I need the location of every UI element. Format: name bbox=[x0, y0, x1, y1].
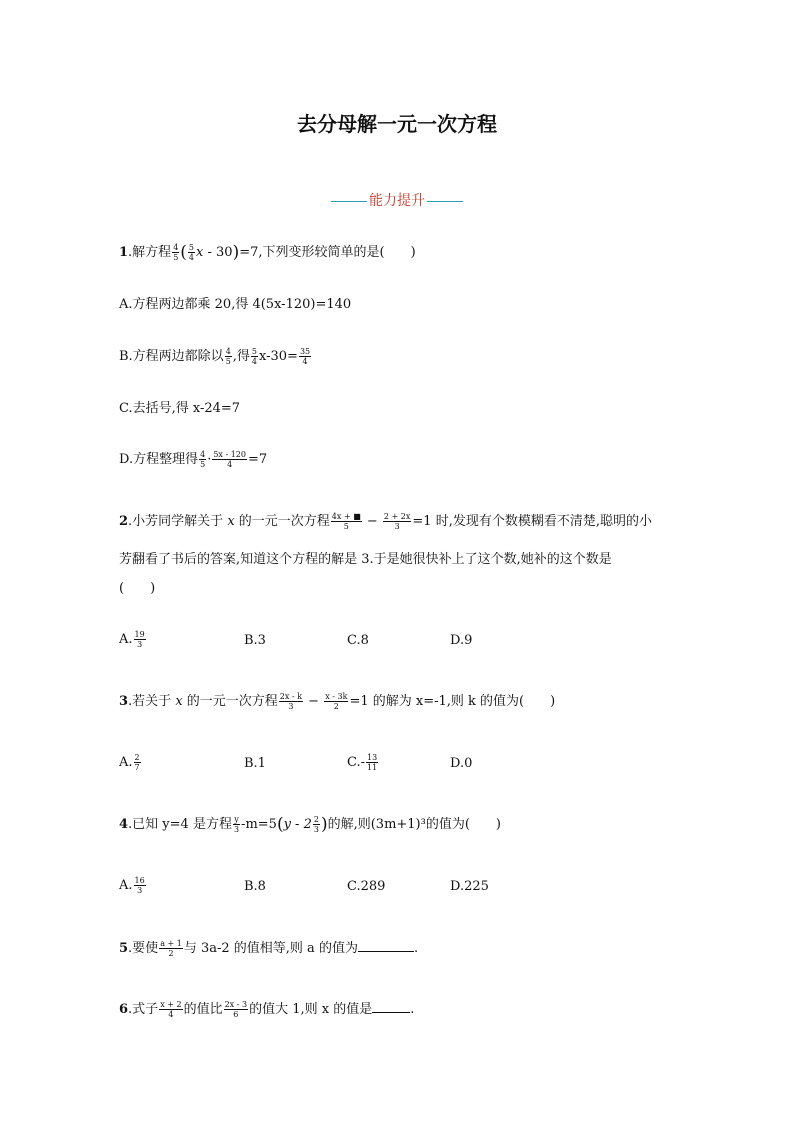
question-1-stem bbox=[119, 243, 416, 262]
question-5-stem: 5.要使 $\frac{a + 1}{2}$ 与 3a-2 的值相等,则 a 的值为 . bbox=[119, 939, 419, 958]
question-number: 3 bbox=[119, 694, 129, 709]
question-4-option-d: D.225 bbox=[450, 879, 489, 894]
fraction: $\frac{2x - k}{3}$ bbox=[279, 692, 303, 711]
question-1-option-b: B.方程两边都除以 $\frac{4}{5}$ ,得 $\frac{5}{4}$ x-30= $\frac{35}{4}$ bbox=[119, 347, 311, 366]
fraction: $\frac{y}{3}$ bbox=[233, 815, 240, 834]
question-number: 2 bbox=[119, 514, 129, 529]
question-2-answer-paren: ( ) bbox=[119, 581, 156, 596]
fraction: $\frac{5x - 120}{4}$ bbox=[213, 450, 246, 469]
question-4-option-c: C.289 bbox=[347, 879, 386, 894]
question-3-option-c: C.- $\frac{13}{11}$ bbox=[347, 753, 378, 772]
question-6-stem: 6.式子 $\frac{x + 2}{4}$ 的值比 $\frac{2x - 3}{6}$ 的值大 1,则 x 的值是 . bbox=[119, 1000, 415, 1019]
question-number: 4 bbox=[119, 817, 129, 832]
answer-blank[interactable] bbox=[358, 939, 414, 952]
heading-rule-left bbox=[331, 201, 367, 202]
stem-text: .解方程 bbox=[128, 245, 172, 260]
fraction: $\frac{4}{5}$ bbox=[225, 347, 231, 366]
section-label: 能力提升 bbox=[369, 193, 425, 209]
stem-text: =7,下列变形较简单的是( ) bbox=[239, 245, 416, 260]
question-3-stem: 3.若关于 x 的一元一次方程 $\frac{2x - k}{3}$ − $\frac{x - 3k}{2}$ =1 的解为 x=-1,则 k 的值为( ) bbox=[119, 692, 556, 711]
right-paren: ) bbox=[320, 814, 328, 835]
question-4-option-a: A. $\frac{16}{3}$ bbox=[119, 876, 145, 895]
question-number: 1 bbox=[119, 245, 129, 260]
answer-blank[interactable] bbox=[372, 1000, 410, 1013]
left-paren: ( bbox=[180, 242, 187, 263]
question-3-option-d: D.0 bbox=[450, 756, 473, 771]
fraction: $\frac{2 + 2x}{3}$ bbox=[383, 512, 411, 531]
question-number: 5 bbox=[119, 941, 129, 956]
fraction: $\frac{2}{3}$ bbox=[313, 815, 319, 834]
fraction: $\frac{2x - 3}{6}$ bbox=[224, 1000, 248, 1019]
fraction: $\frac{2}{7}$ bbox=[134, 753, 140, 772]
fraction: $\frac{5}{4}$ bbox=[251, 347, 258, 366]
fraction: $\frac{16}{3}$ bbox=[134, 876, 145, 895]
question-2-option-d: D.9 bbox=[450, 633, 473, 648]
fraction: $\frac{19}{3}$ bbox=[134, 630, 145, 649]
fraction: $\frac{4x + ■}{5}$ bbox=[331, 512, 361, 531]
heading-rule-right bbox=[427, 201, 463, 202]
fraction: $\frac{4}{5}$ bbox=[200, 450, 206, 469]
fraction: $\frac{5}{4}$ bbox=[188, 243, 195, 262]
question-2-option-c: C.8 bbox=[347, 633, 369, 648]
right-paren: ) bbox=[232, 242, 240, 263]
left-paren: ( bbox=[276, 814, 284, 835]
expr: - 30 bbox=[203, 245, 233, 260]
variable: x bbox=[196, 245, 204, 260]
question-1-option-d: D.方程整理得 $\frac{4}{5}$ · $\frac{5x - 120}{4}$ =7 bbox=[119, 450, 268, 469]
page-title: 去分母解一元一次方程 bbox=[297, 112, 497, 136]
variable: x bbox=[227, 514, 235, 529]
question-1-option-a: A.方程两边都乘 20,得 4(5x-120)=140 bbox=[119, 297, 352, 312]
question-number: 6 bbox=[119, 1002, 129, 1017]
question-4-option-b: B.8 bbox=[244, 879, 266, 894]
fraction: $\frac{13}{11}$ bbox=[367, 753, 378, 772]
question-2-option-b: B.3 bbox=[244, 633, 266, 648]
question-2-option-a: A. $\frac{19}{3}$ bbox=[119, 630, 145, 649]
question-4-stem: 4.已知 y=4 是方程 $\frac{y}{3}$ -m=5(y - 2 $\frac{2}{3}$ )的解,则(3m+1)³的值为( ) bbox=[119, 814, 501, 835]
fraction: $\frac{35}{4}$ bbox=[299, 347, 311, 366]
question-2-stem-line2: 芳翻看了书后的答案,知道这个方程的解是 3.于是她很快补上了这个数,她补的这个数是 bbox=[119, 552, 612, 567]
fraction: $\frac{x - 3k}{2}$ bbox=[325, 692, 348, 711]
question-3-option-a: A. $\frac{2}{7}$ bbox=[119, 753, 140, 772]
fraction: $\frac{a + 1}{2}$ bbox=[160, 939, 182, 958]
section-heading bbox=[0, 190, 794, 210]
variable: x bbox=[175, 694, 183, 709]
question-1-option-c: C.去括号,得 x-24=7 bbox=[119, 401, 241, 416]
fraction: $\frac{x + 2}{4}$ bbox=[160, 1000, 182, 1019]
question-3-option-b: B.1 bbox=[244, 756, 266, 771]
fraction: $\frac{4}{5}$ bbox=[173, 243, 179, 262]
question-2-stem: 2.小芳同学解关于 x 的一元一次方程 $\frac{4x + ■}{5}$ − $\frac{2 + 2x}{3}$ =1 时,发现有个数模糊看不清楚,聪明的小 bbox=[119, 512, 652, 531]
